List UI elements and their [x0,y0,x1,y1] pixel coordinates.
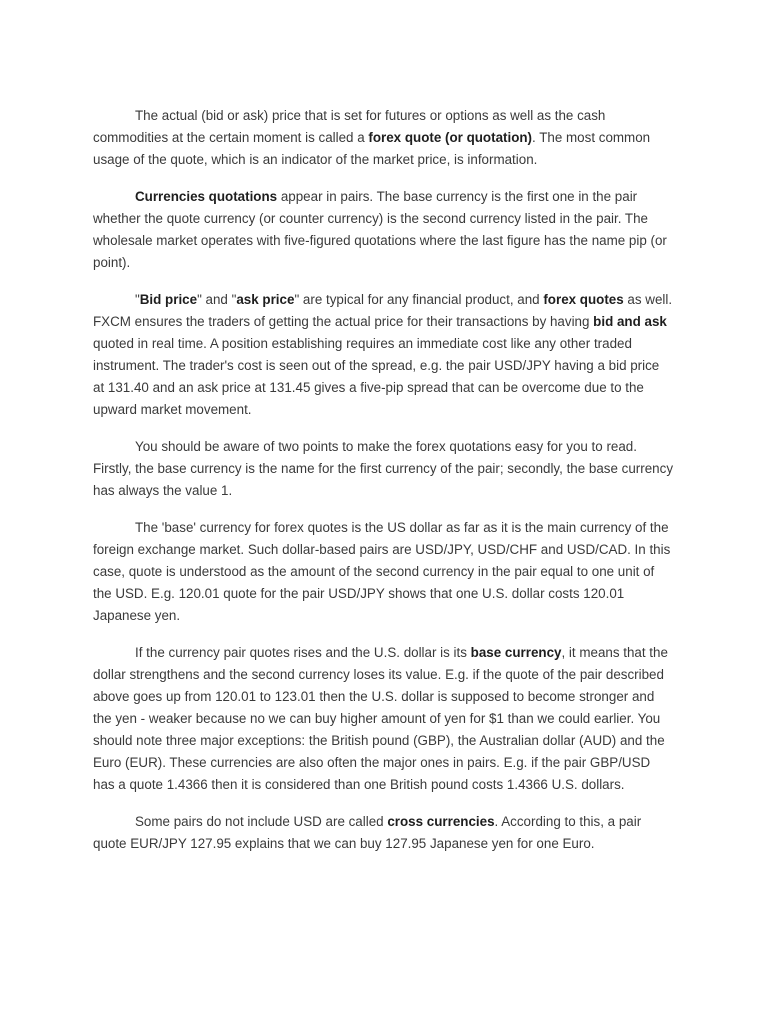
text-run: " and " [197,292,237,307]
paragraph-currencies-quotations [93,186,673,274]
bold-term: Currencies quotations [135,189,278,204]
text-run: If the currency pair quotes rises and the U.S. dollar is its [135,645,471,660]
paragraph-forex-quote [93,105,673,171]
text-run: , it means that the dollar strengthens and the second currency loses its value. E.g. if the quote of the pair described above goes up from 120.01 to 123.01 then the U.S. dollar is supposed to become stronger and the yen - weaker because no we can buy higher amount of yen for $1 than we could earlier. You should note three major exceptions: the British pound (GBP), the Australian dollar (AUD) and the Euro (EUR). These currencies are also often the major ones in pairs. E.g. if the pair GBP/USD has a quote 1.4366 then it is considered than one British pound costs 1.4366 U.S. dollars. [93,645,668,792]
bold-term: cross currencies [387,814,495,829]
paragraph-reading-quotations [93,436,673,502]
text-run: . The most common usage of the quote, which is an indicator of the market price, is information. [93,130,651,167]
text-run: The 'base' currency for forex quotes is the US dollar as far as it is the main currency of the foreign exchange market. Such dollar-based pairs are USD/JPY, USD/CHF and USD/CAD. In this case, quote is understood as the amount of the second currency in the pair equal to one unit of the USD. E.g. 120.01 quote for the pair USD/JPY shows that one U.S. dollar costs 120.01 Japanese yen. [93,520,671,623]
paragraph-base-currency-usd [93,517,673,627]
bold-term: bid and ask [593,314,667,329]
text-run: You should be aware of two points to make the forex quotations easy for you to read. Firstly, the base currency is the name for the first currency of the pair; secondly, the base currency has always the value 1. [93,439,674,498]
text-run: The actual (bid or ask) price that is set for futures or options as well as the cash commodities at the certain moment is called a [93,108,606,145]
paragraph-pair-quote-rises [93,642,673,796]
text-run: . According to this, a pair quote EUR/JPY 127.95 explains that we can buy 127.95 Japanese yen for one Euro. [93,814,642,851]
text-run: " [135,292,140,307]
text-run: " are typical for any financial product, and [294,292,544,307]
bold-term: ask price [236,292,295,307]
paragraph-bid-ask-price [93,289,673,421]
text-run: quoted in real time. A position establishing requires an immediate cost like any other traded instrument. The trader's cost is seen out of the spread, e.g. the pair USD/JPY having a bid price at 131.40 and an ask price at 131.45 gives a five-pip spread that can be overcome due to the upward market movement. [93,336,660,417]
text-run: Some pairs do not include USD are called [135,814,388,829]
bold-term: base currency [470,645,562,660]
document-body [93,105,673,870]
bold-term: Bid price [139,292,198,307]
text-run: appear in pairs. The base currency is the first one in the pair whether the quote currency (or counter currency) is the second currency listed in the pair. The wholesale market operates with five-figured quotations where the last figure has the name pip (or point). [93,189,667,270]
bold-term: forex quote (or quotation) [368,130,533,145]
text-run: as well. FXCM ensures the traders of getting the actual price for their transactions by having [93,292,673,329]
bold-term: forex quotes [543,292,624,307]
paragraph-cross-currencies [93,811,673,855]
